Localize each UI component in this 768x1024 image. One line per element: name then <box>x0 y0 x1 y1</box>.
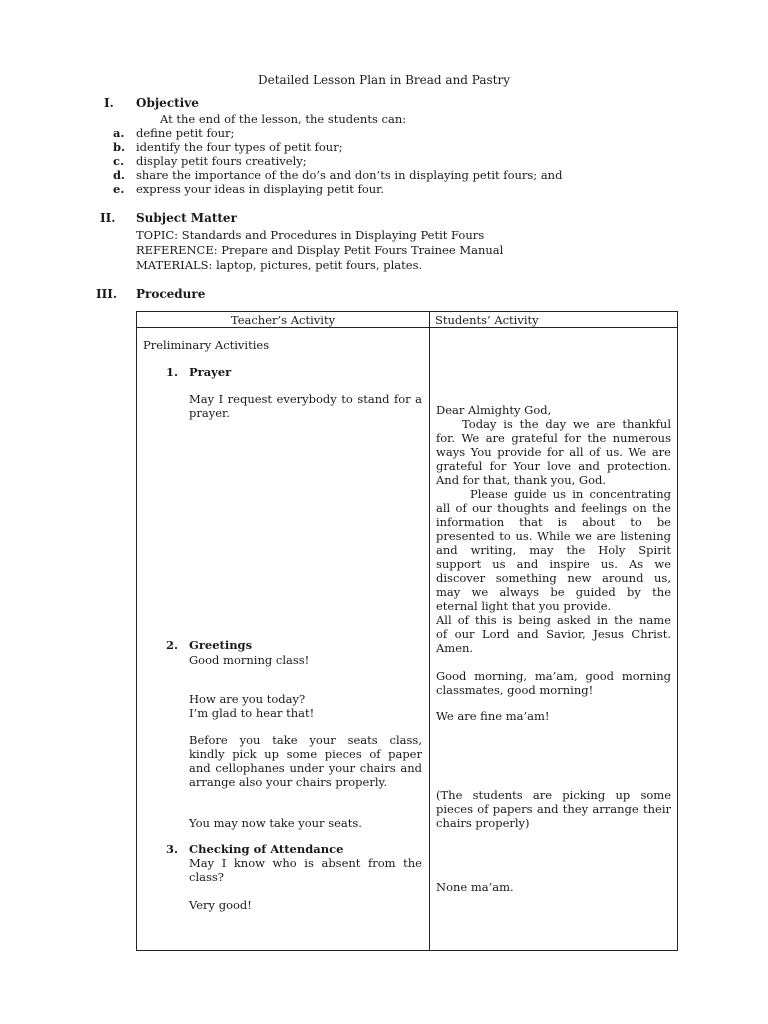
objective-item-e: express your ideas in displaying petit four. <box>136 182 385 196</box>
objective-intro: At the end of the lesson, the students can: <box>160 112 407 126</box>
preliminary-activities: Preliminary Activities <box>143 338 270 352</box>
student-action-note <box>436 788 671 830</box>
text-line: Good morning, ma’am, good morning <box>436 669 671 683</box>
prayer-teacher-text <box>189 392 422 420</box>
text-line: Amen. <box>436 641 474 655</box>
text-line: Dear Almighty God, <box>436 403 552 417</box>
text-line: chairs properly) <box>436 816 530 830</box>
text-line: discover something new around us, <box>436 571 671 585</box>
subject-materials: MATERIALS: laptop, pictures, petit fours, plates. <box>136 258 423 272</box>
objective-letter-e: e. <box>113 182 125 196</box>
text-line: presented to us. While we are listening <box>436 529 671 543</box>
objective-item-d: share the importance of the do’s and don’ts in displaying petit fours; and <box>136 168 563 182</box>
objective-item-a: define petit four; <box>136 126 235 140</box>
text-line: And for that, thank you, God. <box>436 473 607 487</box>
section-heading-procedure: Procedure <box>136 287 206 301</box>
attendance-heading: Checking of Attendance <box>189 842 344 856</box>
teacher-greeting: Good morning class! <box>189 653 310 667</box>
attendance-number: 3. <box>166 842 179 856</box>
student-fine-reply: We are fine ma’am! <box>436 709 550 723</box>
text-line: and writing, may the Holy Spirit <box>436 543 671 557</box>
text-line: Before you take your seats class, <box>189 733 422 747</box>
text-line: class? <box>189 870 224 884</box>
document-title: Detailed Lesson Plan in Bread and Pastry <box>258 73 510 87</box>
text-line: May I know who is absent from the <box>189 856 422 870</box>
teacher-glad: I’m glad to hear that! <box>189 706 315 720</box>
text-line: arrange also your chairs properly. <box>189 775 388 789</box>
objective-item-b: identify the four types of petit four; <box>136 140 343 154</box>
teacher-activity-header: Teacher’s Activity <box>230 313 336 327</box>
text-line: prayer. <box>189 406 230 420</box>
prayer-heading: Prayer <box>189 365 232 379</box>
text-line: eternal light that you provide. <box>436 599 612 613</box>
section-numeral-objective: I. <box>104 96 114 110</box>
text-line: May I request everybody to stand for a <box>189 392 422 406</box>
teacher-before-seats <box>189 733 422 789</box>
teacher-very-good: Very good! <box>189 898 252 912</box>
teacher-how-are-you: How are you today? <box>189 692 306 706</box>
text-line: kindly pick up some pieces of paper <box>189 747 422 761</box>
text-line: pieces of papers and they arrange their <box>436 802 671 816</box>
text-line: All of this is being asked in the name <box>436 613 671 627</box>
text-line: may we always be guided by the <box>436 585 671 599</box>
greetings-number: 2. <box>166 638 179 652</box>
text-line: grateful for Your love and protection. <box>436 459 671 473</box>
subject-topic: TOPIC: Standards and Procedures in Displaying Petit Fours <box>136 228 485 242</box>
student-none-reply: None ma’am. <box>436 880 514 894</box>
section-heading-objective: Objective <box>136 96 199 110</box>
text-line: ways You provide for all of us. We are <box>436 445 671 459</box>
text-line: (The students are picking up some <box>436 788 671 802</box>
section-heading-subject: Subject Matter <box>136 211 237 225</box>
objective-letter-c: c. <box>113 154 125 168</box>
student-activity-header: Students’ Activity <box>435 313 539 327</box>
teacher-absent-question <box>189 856 422 884</box>
text-line: Today is the day we are thankful <box>462 417 671 431</box>
text-line: classmates, good morning! <box>436 683 594 697</box>
subject-reference: REFERENCE: Prepare and Display Petit Fours Trainee Manual <box>136 243 504 257</box>
text-line: of our Lord and Savior, Jesus Christ. <box>436 627 671 641</box>
objective-item-c: display petit fours creatively; <box>136 154 307 168</box>
text-line: support us and inspire us. As we <box>436 557 671 571</box>
prayer-number: 1. <box>166 365 179 379</box>
text-line: and cellophanes under your chairs and <box>189 761 422 775</box>
objective-letter-b: b. <box>113 140 126 154</box>
objective-letter-a: a. <box>113 126 125 140</box>
student-prayer-text <box>436 403 671 655</box>
section-numeral-subject: II. <box>100 211 116 225</box>
section-numeral-procedure: III. <box>96 287 118 301</box>
teacher-take-seats: You may now take your seats. <box>189 816 362 830</box>
text-line: Please guide us in concentrating <box>470 487 671 501</box>
objective-letter-d: d. <box>113 168 126 182</box>
text-line: all of our thoughts and feelings on the <box>436 501 671 515</box>
student-greeting-reply <box>436 669 671 697</box>
text-line: information that is about to be <box>436 515 671 529</box>
text-line: for. We are grateful for the numerous <box>436 431 671 445</box>
greetings-heading: Greetings <box>189 638 253 652</box>
column-divider <box>429 312 430 950</box>
